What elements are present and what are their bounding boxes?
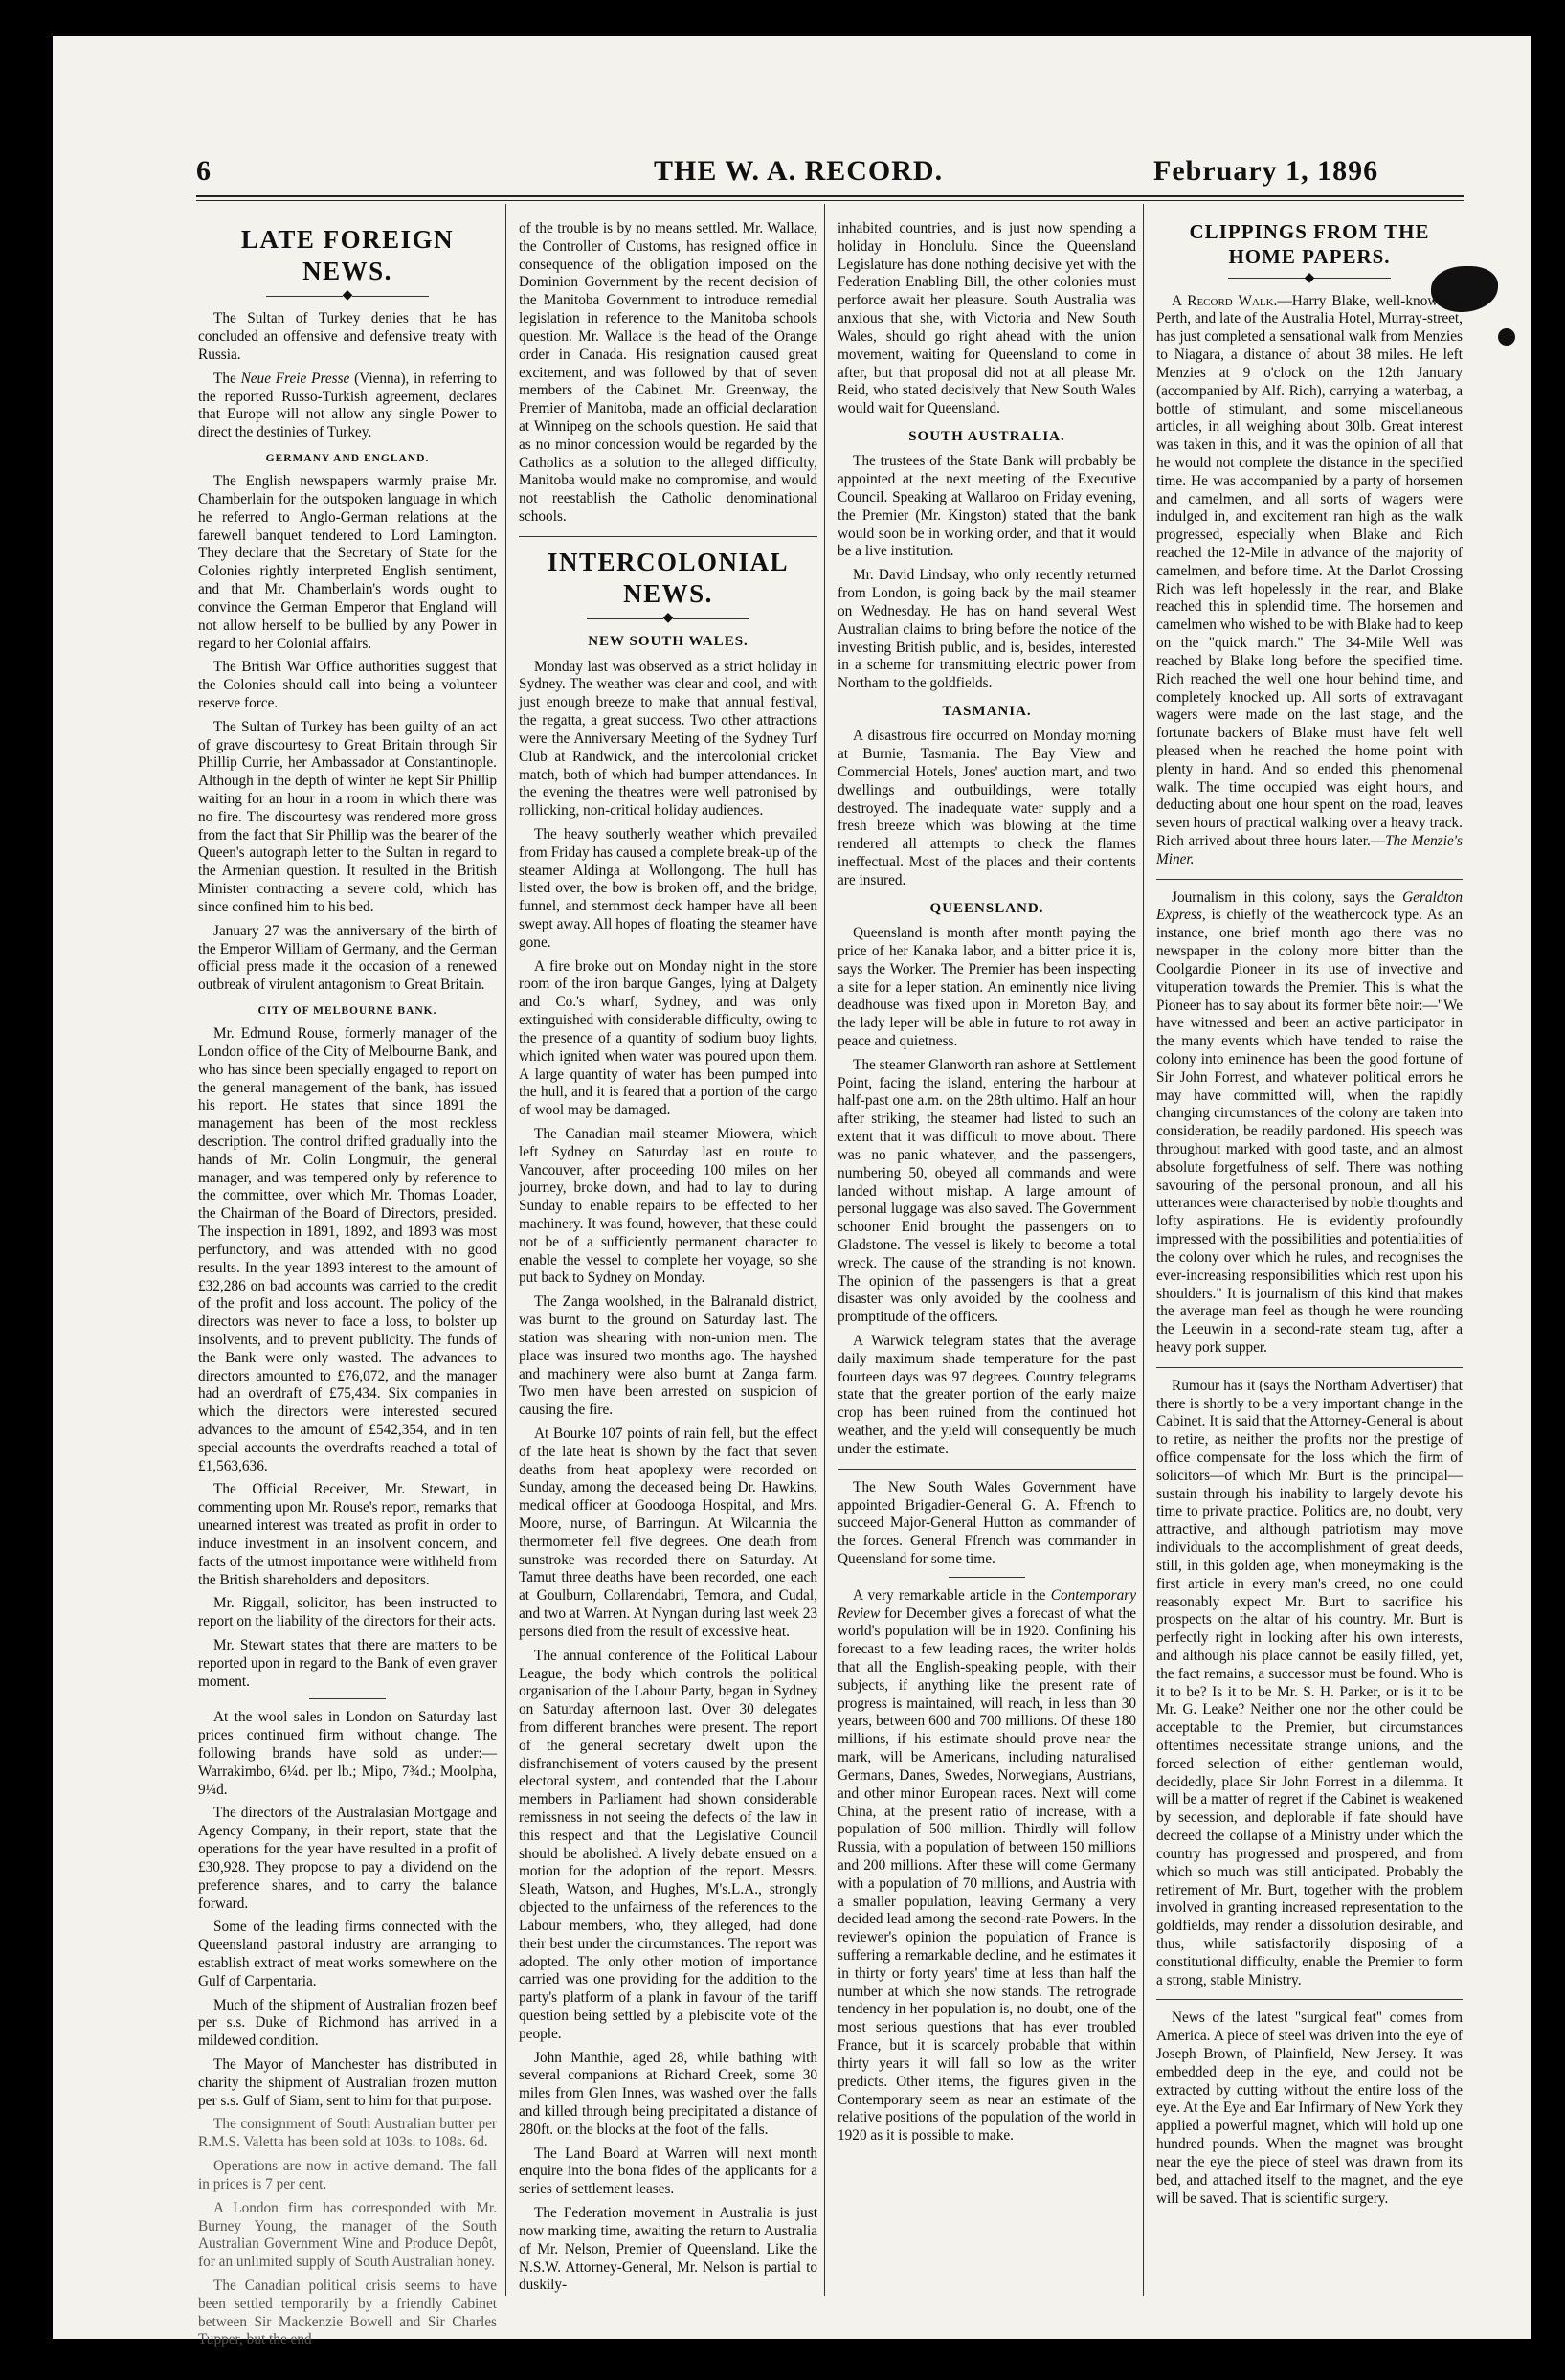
article-paragraph: At the wool sales in London on Saturday last prices continued firm without change. The following brands have sold as under:—Warrakimbo, 6¼d. per lb.; Mipo, 7¾d.; Moolpha, 9¼d. [198,1709,497,1798]
article-paragraph: January 27 was the anniversary of the birth of the Emperor William of Germany, and the German official press made it the occasion of a renewed outbreak of virulent antagonism to Great Britain. [198,922,497,994]
article-paragraph: of the trouble is by no means settled. Mr. Wallace, the Controller of Customs, has resigned office in consequence of the obligation imposed on the Dominion Government by the recent decision of the Manitoba Government to introduce remedial legislation in reference to the Manitoba schools question. Mr. Wallace is the head of the Orange order in Canada. His resignation caused great excitement, and was followed by that of seven members of the Cabinet. Mr. Greenway, the Premier of Manitoba, made an official declaration at Winnipeg on the schools question. He said that as no minor concession would be regarded by the Catholics as a solution to the alleged difficulty, Manitoba would make no compromise, and would not reestablish the Catholic denominational schools. [519,220,817,525]
subheading-city-of-melbourne-bank: CITY OF MELBOURNE BANK. [257,1004,437,1017]
article-paragraph: A very remarkable article in the Contemporary Review for December gives a forecast of what the world's population will be in 1920. Confining his forecast to a few leading races, the writer holds that all the English-speaking people, with their subjects, if anything like the present rate of progress is maintained, will reach, in less than 30 years, between 600 and 700 millions. Of these 180 millions, if his estimate should prove near the mark, will be Americans, including naturalised Germans, Danes, Swedes, Norwegians, Austrians, and other minor European races. Next will come China, at the present ratio of increase, with a population of 500 million. Thirdly will follow Russia, with a population of between 150 millions and 200 millions. After these will come Germany with a population of 70 millions, and Austria with a smaller population, leaving Germany a very decided lead among the second-rate Powers. In the reviewer's opinion the population of France is suffering a remarkable decline, and he estimates it in thirty or forty years' time at less than half the number at which she now stands. The retrograde tendency in her population is, no doubt, one of the most serious questions that has ever troubled France, but it is scarcely probable that within thirty years it will fall so low as the writer predicts. Other items, the figures given in the Contemporary seem as near an estimate of the relative positions of the population of the world in 1920 as it is possible to make. [838,1586,1136,2144]
article-paragraph: The British War Office authorities suggest that the Colonies should call into being a volunteer reserve force. [198,659,497,711]
article-paragraph: The Federation movement in Australia is just now marking time, awaiting the return to Australia of Mr. Nelson, Premier of Queensland. Like the N.S.W. Attorney-General, Mr. Nelson is partial to duskily- [519,2205,817,2294]
separator-rule [309,1698,386,1699]
subheading-new-south-wales: NEW SOUTH WALES. [588,634,749,650]
article-paragraph: Some of the leading firms connected with the Queensland pastoral industry are arranging to establish extract of meat works somewhere on the Gulf of Carpentaria. [198,1919,497,1989]
ornament-rule: ◆ [519,614,817,623]
subheading-tasmania: TASMANIA. [942,703,1032,719]
masthead-rule-thin [196,200,1464,201]
article-paragraph: A disastrous fire occurred on Monday morning at Burnie, Tasmania. The Bay View and Commercial Hotels, Jones' auction mart, and two dwellings and outbuildings, were totally destroyed. The inadequate water supply and a fresh breeze which was blowing at the time rendered all attempts to check the flames ineffectual. Most of the places and their contents are insured. [838,728,1136,888]
subheading-germany-and-england: GERMANY AND ENGLAND. [265,453,430,465]
article-paragraph: News of the latest "surgical feat" comes from America. A piece of steel was driven into the eye of Joseph Brown, of Plainfield, New Jersey. It was embedded deep in the eye, and could not be extracted by cutting without the entire loss of the eye. At the Eye and Ear Infirmary of New York they applied a powerful magnet, which will hold up one hundred pounds. When the magnet was brought near the eye the piece of steel was drawn from its bed, and attached itself to the magnet, and the eye will be saved. That is scientific surgery. [1156,2010,1463,2207]
article-paragraph: Mr. Stewart states that there are matters to be reported upon in regard to the Bank of even graver moment. [198,1636,497,1690]
article-paragraph: The consignment of South Australian butter per R.M.S. Valetta has been sold at 103s. to 108s. 6d. [198,2116,497,2151]
column-divider [1143,204,1144,2296]
article-paragraph: Monday last was observed as a strict holiday in Sydney. The weather was clear and cool, and with just enough breeze to make that annual festival, the regatta, a great success. Two other attractions were the Anniversary Meeting of the Sydney Turf Club at Randwick, and the intercolonial cricket match, both of which had bumper attendances. In the evening the theatres were well patronised by rollicking, non-critical holiday audiences. [519,658,817,820]
article-paragraph: The Zanga woolshed, in the Balranald district, was burnt to the ground on Saturday last. The station was shearing with non-union men. The place was insured two months ago. The hayshed and machinery were also burnt at Zanga farm. Two men have been arrested on suspicion of causing the fire. [519,1293,817,1419]
column-2 [519,220,817,2302]
section-heading-clippings [1156,220,1463,270]
section-heading-intercolonial-news: INTERCOLONIAL NEWS. [547,547,790,609]
separator-rule [1156,1999,1463,2000]
article-paragraph: The Sultan of Turkey has been guilty of an act of grave discourtesy to Great Britain through Sir Phillip Currie, her Ambassador at Constantinople. Although in the depth of winter he kept Sir Phillip waiting for an hour in a room in which there was no fire. The discourtesy was rendered more gross from the fact that Sir Phillip was the bearer of the Queen's autograph letter to the Sultan in regard to the Armenian question. It resulted in the British Minister contracting a severe cold, which has since confined him to his bed. [198,718,497,915]
article-paragraph: The English newspapers warmly praise Mr. Chamberlain for the outspoken language in which he referred to Anglo-German relations at the farewell banquet tendered to Lord Lamington. They declare that the Secretary of State for the Colonies rightly interpreted English sentiment, and that Mr. Chamberlain's words ought to convince the German Emperor that England will not allow herself to be bullied by any Power in regard to her Colonial affairs. [198,473,497,652]
subheading-queensland: QUEENSLAND. [929,900,1044,916]
section-heading-line: CLIPPINGS FROM THE [1189,220,1430,243]
article-paragraph: The Neue Freie Presse (Vienna), in referring to the reported Russo-Turkish agreement, declares that Europe will not allow any single Power to direct the destinies of Turkey. [198,370,497,441]
separator-rule [1156,1367,1463,1368]
newspaper-page [53,36,1531,2348]
article-paragraph: The directors of the Australasian Mortgage and Agency Company, in their report, state that the operations for the year have resulted in a profit of £30,928. They propose to pay a dividend on the preference shares, and to carry the balance forward. [198,1805,497,1912]
article-paragraph: The steamer Glanworth ran ashore at Settlement Point, facing the island, entering the harbour at half-past one a.m. on the 28th ultimo. Half an hour after striking, the steamer had listed to such an extent that it was difficult to move about. There was no panic whatever, and the passengers, numbering 50, obeyed all commands and were landed without mishap. A large amount of personal luggage was also saved. The Government schooner Enid brought the passengers on to Gladstone. The vessel is likely to become a total wreck. The cause of the stranding is not known. The opinion of the passengers is that a great disaster was only avoided by the coolness and promptitude of the officers. [838,1056,1136,1326]
article-paragraph: Operations are now in active demand. The fall in prices is 7 per cent. [198,2158,497,2192]
column-1 [198,214,497,2348]
ornament-rule: ◆ [198,291,497,301]
ink-blot [1498,328,1515,346]
article-paragraph: Mr. Edmund Rouse, formerly manager of the London office of the City of Melbourne Bank, and who has since been specially engaged to report on the general management of the bank, has issued his report. He states that since 1891 the management has been of the most reckless description. The control drifted gradually into the hands of Mr. Colin Longmuir, the general manager, and was tempered only by reference to the committee, over which Mr. Thomas Loader, the Chairman of the Board of Directors, presided. The inspection in 1891, 1892, and 1893 was most perfunctory, and was attended with no good results. In the year 1893 interest to the amount of £32,286 on bad accounts was carried to the credit of the profit and loss account. The policy of the directors was never to face a loss, to bolster up insolvents, and to prevent publicity. The funds of the Bank were only wasted. The advances to directors amounted to £76,072, and the manager had an overdraft of £75,434. Six companies in which the directors were interested secured advances to the amount of £542,354, and in ten special accounts the overdrafts reached a total of £1,563,636. [198,1025,497,1474]
article-paragraph: John Manthie, aged 28, while bathing with several companions at Richard Creek, some 30 miles from Glen Innes, was washed over the falls and killed through being precipitated a distance of 280ft. on the blocks at the foot of the falls. [519,2049,817,2138]
article-paragraph: A Warwick telegram states that the average daily maximum shade temperature for the past fourteen days was 97 degrees. Country telegrams state that the greater portion of the early maize crop has been ruined from the continued hot weather, and the yield will consequently be much under the estimate. [838,1333,1136,1457]
article-paragraph: A London firm has corresponded with Mr. Burney Young, the manager of the South Australian Government Wine and Produce Depôt, for an unlimited supply of South Australian honey. [198,2199,497,2271]
article-paragraph: A Record Walk.—Harry Blake, well-known in Perth, and late of the Australia Hotel, Murray-street, has just completed a sensational walk from Menzies to Niagara, a distance of about 38 miles. He left Menzies at 9 o'clock on the 12th January (accompanied by Alf. Rich), carrying a waterbag, a bottle of stimulant, and some miscellaneous articles, in all weighing about 30lb. Great interest was taken in this, and it was the opinion of all that he would not complete the distance in the specified time. He was accompanied by a party of horsemen and camelmen, and all sorts of wagers were indulged in, and excitement ran high as the walk progressed, especially when Blake and Rich reached the 12-Mile in advance of the majority of camelmen, and before time. At the Darlot Crossing Rich was left hopelessly in the rear, and Blake reached this in splendid time. The horsemen and camelmen who wished to be with Blake had to keep on the "quick march." The 34-Mile Well was reached by Blake long before the specified time. Rich reached the well one hour behind time, and completely knocked up. All sorts of extravagant wagers were made on the last stage, and the fortunate backers of Blake must have felt well pleased when he reached the home point with plenty in hand. And so ended this phenomenal walk. The time occupied was eight hours, and deducting about one hour spent on the road, leaves seven hours of practical walking over a heavy track. Rich arrived about three hours later.—The Menzie's Miner. [1156,292,1463,867]
section-heading-line: HOME PAPERS. [1228,244,1391,268]
article-paragraph: The Canadian mail steamer Miowera, which left Sydney on Saturday last en route to Vancouver, after proceeding 100 miles on her journey, broke down, and had to lay to during Sunday to enable repairs to be effected to her machinery. It was found, however, that these could not be of a sufficiently permanent character to enable the vessel to complete her voyage, so she put back to Sydney on Monday. [519,1125,817,1287]
article-paragraph: Mr. David Lindsay, who only recently returned from London, is going back by the mail steamer on Wednesday. He has on hand several West Australian claims to bring before the notice of the investing British public, and is, besides, interested in a scheme for transmitting electric power from Northam to the goldfields. [838,567,1136,692]
paper-title: THE W. A. RECORD. [654,155,944,187]
article-paragraph: A fire broke out on Monday night in the store room of the iron barque Ganges, lying at Dalgety and Co.'s wharf, Sydney, and was only extinguished with considerable difficulty, owing to the presence of a quantity of sodium buoy lights, which ignited when water was poured upon them. A large quantity of water has been pumped into the hull, and it is feared that a portion of the cargo of wool may be damaged. [519,957,817,1119]
article-paragraph: The Land Board at Warren will next month enquire into the bona fides of the applicants for a series of settlement leases. [519,2144,817,2198]
article-paragraph: Mr. Riggall, solicitor, has been instructed to report on the liability of the directors for their acts. [198,1595,497,1630]
column-divider [505,204,506,2296]
article-paragraph: The Mayor of Manchester has distributed in charity the shipment of Australian frozen mutton per s.s. Gulf of Siam, sent to him for that purpose. [198,2056,497,2109]
issue-date: February 1, 1896 [1153,155,1379,187]
article-paragraph: The Official Receiver, Mr. Stewart, in commenting upon Mr. Rouse's report, remarks that unearned interest was treated as profit in order to induce investment in an insolvent concern, and facts of the utmost importance were withheld from the British shareholders and depositors. [198,1481,497,1588]
ornament-rule: ◆ [1156,274,1463,283]
separator-rule [949,1577,1025,1578]
article-paragraph: Queensland is month after month paying the price of her Kanaka labor, and a bitter price it is, says the Worker. The Premier has been inspecting a site for a leper station. An eminently nice living deadhouse was fixed upon in Moreton Bay, and the lady leper will be able in future to rot away in peace and quietness. [838,925,1136,1049]
subheading-south-australia: SOUTH AUSTRALIA. [908,428,1065,444]
section-heading-late-foreign-news: LATE FOREIGN NEWS. [240,225,455,286]
article-paragraph: Much of the shipment of Australian frozen beef per s.s. Duke of Richmond has arrived in a mildewed condition. [198,1996,497,2050]
column-divider [824,204,825,2296]
article-paragraph: The heavy southerly weather which prevailed from Friday has caused a complete break-up of the steamer Aldinga at Wollongong. The hull has listed over, the bow is broken off, and the bridge, funnel, and sternmost deck hamper have all been swept away. All hopes of floating the steamer have gone. [519,825,817,951]
article-paragraph: The annual conference of the Political Labour League, the body which controls the political organisation of the Labour Party, began in Sydney on Saturday afternoon last. Over 30 delegates from different branches were present. The report of the general secretary dwelt upon the disfranchisement of voters caused by the present electoral system, and contended that the Labour members in Parliament had shown considerable remissness in not seeing the defects of the law in this respect and that the Legislative Council should be abolished. A lively debate ensued on a motion for the adoption of the report. Messrs. Sleath, Watson, and Hughes, M's.L.A., strongly objected to the unfairness of the references to the Labour members, who, they alleged, had done their best under the circumstances. The report was adopted. The only other motion of importance carried was one providing for the addition to the party's platform of a plank in favour of the tariff question being settled by a plebiscite vote of the people. [519,1647,817,2042]
column-3 [838,220,1136,2302]
separator-rule [1156,879,1463,880]
separator-rule [838,1469,1136,1470]
article-paragraph: Rumour has it (says the Northam Advertiser) that there is shortly to be a very important change in the Cabinet. It is said that the Attorney-General is about to retire, as neither the profits nor the prestige of office compensate for the loss which the firm of solicitors—of which Mr. Burt is the principal—sustain through his inability to largely devote his time to private practice. Politics are, no doubt, very attractive, and although patriotism may move individuals to the accomplishment of great deeds, still, in this golden age, when moneymaking is the first article in every man's creed, no one could reasonably expect Mr. Burt to sacrifice his prospects on the altar of his country. Mr. Burt is perfectly right in looking after his own interests, and although his place cannot be easily filled, yet, the fact remains, a successor must be found. Who is it to be? Is it to be Mr. S. H. Parker, or is it to be Mr. G. Leake? Neither one nor the other could be acceptable to the Premier, but circumstances oftentimes necessitate strange unions, and the forced selection of either gentleman would, decidedly, place Sir John Forrest in a dilemma. It will be a matter of regret if the Cabinet is weakened by secession, and deplorable if fate should have decreed the collapse of a Ministry under which the country has progressed and prospered, and from which so much was still anticipated. Probably the retirement of Mr. Burt, together with the problem involved in granting increased representation to the goldfields, may render a dissolution desirable, and thus, while satisfactorily disposing of a constitutional difficulty, enable the Premier to form a strong, stable Ministry. [1156,1377,1463,1988]
article-paragraph: Journalism in this colony, says the Geraldton Express, is chiefly of the weathercock type. As an instance, one brief month ago there was no newspaper in the colony more bitter than the Coolgardie Pioneer in its use of invective and vituperation towards the Premier. This is what the Pioneer has to say about its former bête noir:—"We have witnessed and been an active participator in the many events which have tended to raise the colony into eminence has been the good fortune of Sir John Forrest, and whatever political errors he may have committed will, when the rapidly changing circumstances of the colony are taken into consideration, be readily pardoned. His speech was throughout marked with good taste, and an almost absolute forgetfulness of self. There was nothing savouring of the personal pronoun, and all his utterances were characterised by noble thoughts and lofty aspirations. He is evidently profoundly impressed with the possibilities and potentialities of the colony over which he rules, and recognises the ever-increasing responsibilities which rest upon his shoulders." It is journalism of this kind that makes the average man feel as though he were rounding the Leeuwin in a second-rate steam tug, after a heavy pork supper. [1156,888,1463,1356]
article-paragraph: The Sultan of Turkey denies that he has concluded an offensive and defensive treaty with Russia. [198,310,497,364]
masthead [53,36,1531,187]
article-paragraph: The Canadian political crisis seems to have been settled temporarily by a friendly Cabinet between Sir Mackenzie Bowell and Sir Charles Tupper, but the end [198,2277,497,2348]
article-paragraph: At Bourke 107 points of rain fell, but the effect of the late heat is shown by the fact that seven deaths from heat apoplexy were recorded on Sunday, among the deceased being Dr. Hawkins, medical officer at Goodooga Hospital, and Mrs. Moore, nurse, of Barringun. At Wilcannia the thermometer fell five degrees. One death from sunstroke was recorded there on Saturday. At Tamut three deaths have been recorded, one each at Goulburn, Collarendabri, Temora, and Cudal, and two at Warren. At Nyngan during last week 23 persons died from the result of excessive heat. [519,1425,817,1640]
article-paragraph: The New South Wales Government have appointed Brigadier-General G. A. Ffrench to succeed Major-General Hutton as commander of the forces. General Ffrench was commander in Queensland for some time. [838,1478,1136,1567]
article-paragraph: inhabited countries, and is just now spending a holiday in Honolulu. Since the Queensland Legislature has done nothing decisive yet with the Federation Enabling Bill, the other colonies must perforce await her pleasure. South Australia was anxious that she, with Victoria and New South Wales, should go right ahead with the union movement, waiting for Queensland to come in after, but that proposal did not at all please Mr. Reid, who stated decisively that New South Wales would wait for Queensland. [838,220,1136,417]
separator-rule [519,536,817,537]
masthead-rule [196,195,1464,197]
column-4 [1156,214,1463,2297]
page-number: 6 [196,155,211,187]
article-paragraph: The trustees of the State Bank will probably be appointed at the next meeting of the Executive Council. Speaking at Wallaroo on Friday evening, the Premier (Mr. Kingston) stated that the bank would soon be in working order, and that it would be a live institution. [838,453,1136,560]
